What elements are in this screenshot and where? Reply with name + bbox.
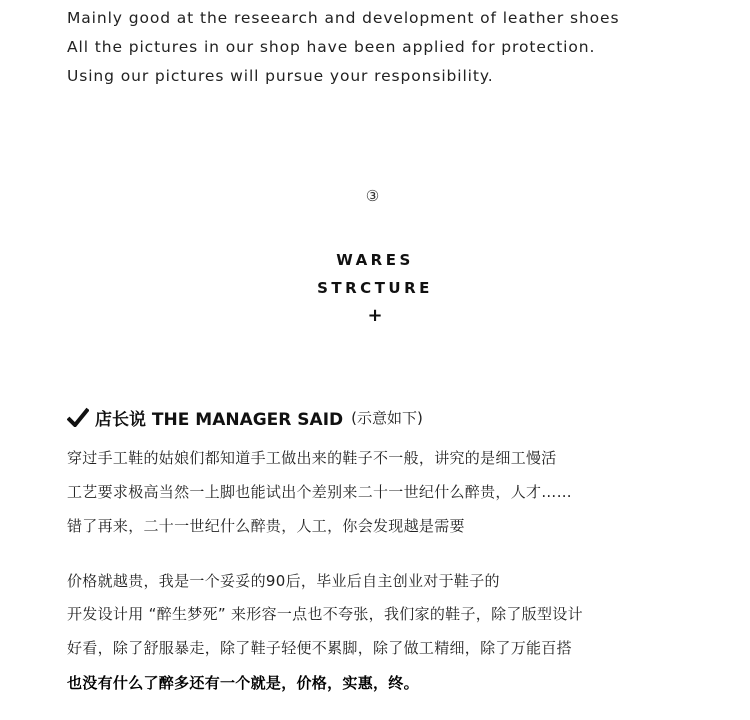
section-subtitle: STRCTURE	[317, 279, 433, 297]
section-title: WARES	[336, 251, 414, 269]
manager-heading	[67, 405, 423, 429]
text-line: 开发设计用 “醉生梦死” 来形容一点也不夸张，我们家的鞋子，除了版型设计	[67, 605, 583, 623]
section-number: ③	[365, 187, 380, 205]
text-line: 价格就越贵，我是一个妥妥的90后，毕业后自主创业对于鞋子的	[67, 572, 500, 590]
manager-note: (示意如下)	[351, 408, 423, 427]
plus-icon: +	[367, 305, 383, 326]
intro-line: Using our pictures will pursue your responsibility.	[67, 67, 494, 85]
intro-line: Mainly good at the reseearch and development of leather shoes	[67, 9, 620, 27]
intro-line: All the pictures in our shop have been applied for protection.	[67, 38, 596, 56]
text-line: 工艺要求极高当然一上脚也能试出个差别来二十一世纪什么醉贵，人才……	[67, 483, 572, 501]
text-line: 好看，除了舒服暴走，除了鞋子轻便不累脚，除了做工精细，除了万能百搭	[67, 639, 572, 657]
check-icon	[67, 407, 89, 427]
text-line: 错了再来，二十一世纪什么醉贵，人工，你会发现越是需要	[67, 517, 465, 535]
manager-title: 店长说 THE MANAGER SAID	[95, 409, 344, 430]
closing-line: 也没有什么了醉多还有一个就是，价格，实惠，终。	[67, 674, 419, 692]
text-line: 穿过手工鞋的姑娘们都知道手工做出来的鞋子不一般，讲究的是细工慢活	[67, 449, 557, 467]
